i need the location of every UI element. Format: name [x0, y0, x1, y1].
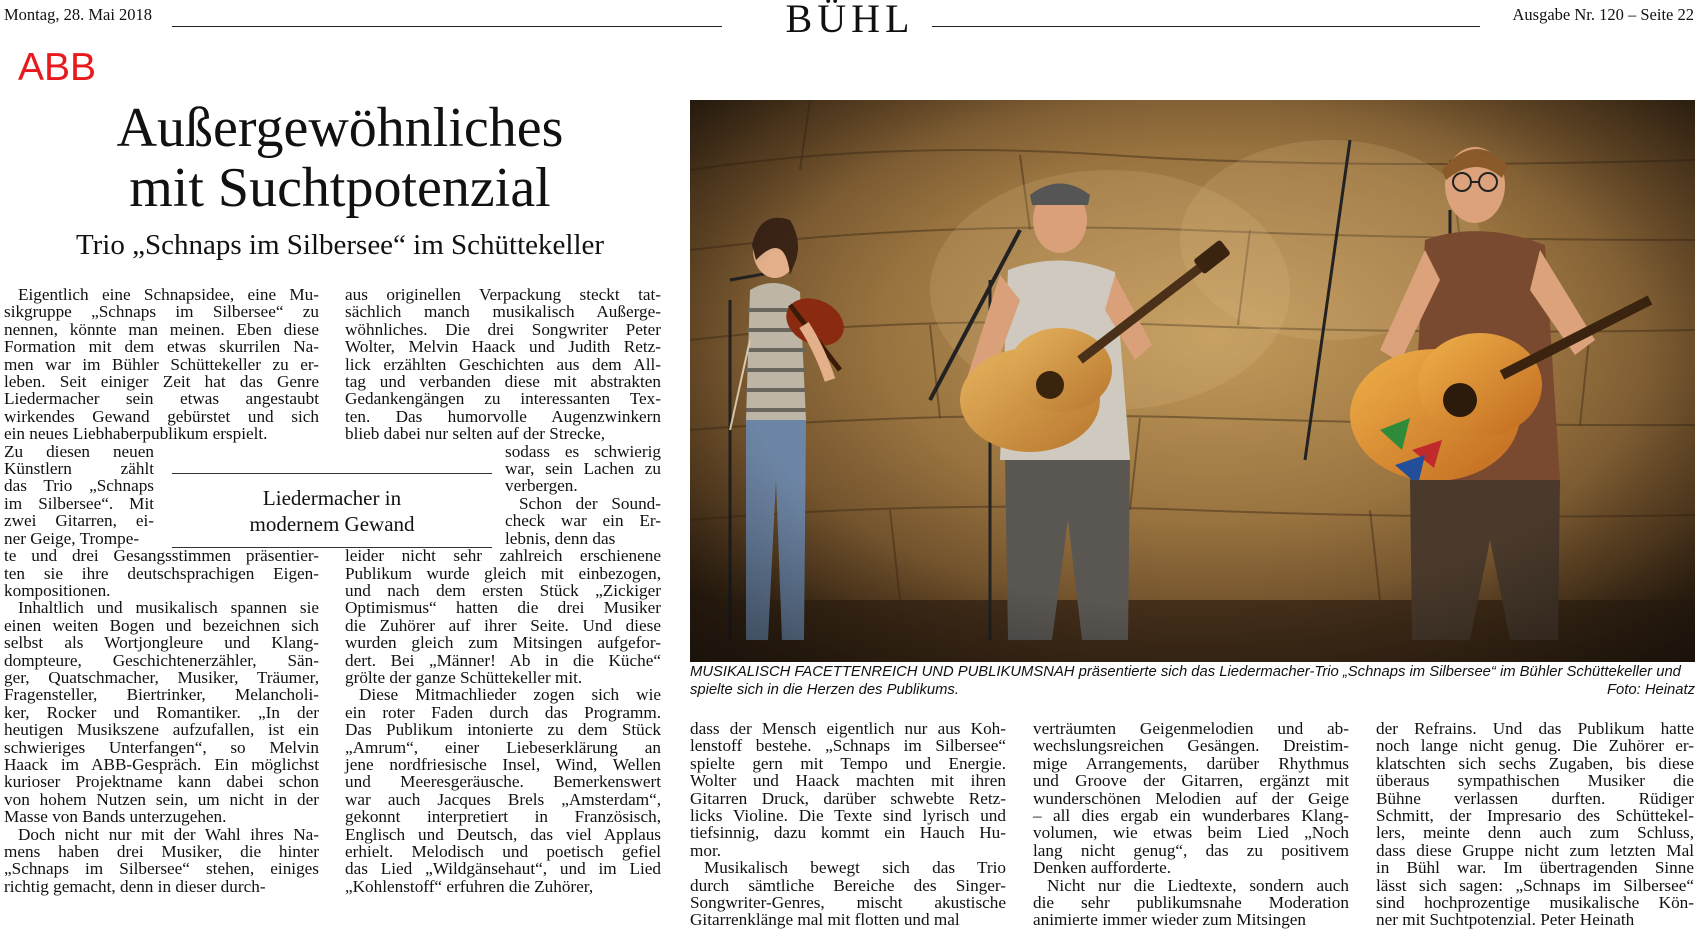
article-line: durch sämtliche Bereiche des Singer- [690, 875, 1006, 895]
caption-text: präsentierte sich das Liedermacher-Trio „Schnaps im Silbersee“ im Bühler Schüttekeller und spielte sich in die Herzen des Publikums. [690, 664, 1681, 698]
article-line: wirkendes Gewand gebürstet und sich [4, 406, 319, 426]
article-line: lässt sich sagen: „Schnaps im Silbersee“ [1376, 875, 1694, 895]
concert-photo [690, 100, 1695, 662]
article-line: tiefsinnig, dazu kommt ein Hauch Hu- [690, 823, 1006, 843]
article-line: erhielt. Melodisch und poetisch gefiel [345, 842, 661, 861]
article-line: ten. Das humorvolle Augenzwinkern [345, 406, 661, 426]
article-line: das Lied „Wildgänsehaut“, und im Lied [345, 859, 661, 879]
article-line: richtig gemacht, denn in dieser durch- [4, 876, 266, 896]
article-line: verträumten Geigenmelodien und ab- [1033, 719, 1349, 738]
article-line: heutigen Musikszene aufzufallen, ist ein [4, 720, 319, 740]
article-line: kompositionen. [4, 580, 111, 600]
article-line: lers, meinte denn auch zum Schluss, [1376, 823, 1694, 843]
article-line: Bühne verlassen durften. Rüdiger [1376, 788, 1694, 808]
article-line: von hohem Nutzen sein, um nicht in der [4, 789, 319, 809]
section-title: BÜHL [785, 0, 915, 41]
article-paragraph [345, 286, 661, 443]
article-line: „Amrum“, einer Liebeserklärung an [345, 737, 661, 757]
article-line: men war im Bühler Schüttekeller zu er- [4, 354, 319, 374]
article-line: ker, Rocker und Romantiker. „In der [4, 702, 319, 722]
headline [20, 98, 660, 218]
article-line: check war ein Er- [505, 511, 661, 531]
article-line: zwei Gitarren, ei- [4, 511, 154, 531]
article-line: leben. Seit einiger Zeit hat das Genre [4, 372, 319, 392]
article-line: Liedermacher sein etwas angestaubt [4, 389, 319, 409]
article-line: jene nordfriesische Insel, Wind, Wellen [345, 754, 661, 774]
edition-date: Montag, 28. Mai 2018 [4, 5, 153, 24]
subheadline: Trio „Schnaps im Silbersee“ im Schüttekeller [75, 229, 605, 261]
article-line: und Meeresgeräusche. Bemerkenswert [345, 772, 661, 792]
article-line: mens haben drei Musiker, die hinter [4, 842, 319, 861]
article-line: ein roter Faden durch das Programm. [345, 702, 661, 722]
article-column-2 [345, 286, 661, 895]
article-line: das Trio „Schnaps [4, 476, 154, 496]
article-line: Haack im ABB-Gespräch. Ein möglichst [4, 754, 319, 774]
article-line: Inhaltlich und musikalisch spannen sie [18, 598, 319, 618]
photo-credit: Foto: Heinatz [1606, 682, 1695, 698]
article-paragraph [1033, 720, 1349, 877]
article-line: kurioser Projektname kann dabei schon [4, 772, 319, 792]
article-line: Doch nicht nur mit der Wahl ihres Na- [18, 824, 319, 844]
headline-line: Außergewöhnliches [116, 97, 564, 159]
article-line: Schon der Sound- [519, 493, 661, 513]
article-line: wurden gleich zum Mitsingen aufgefor- [345, 633, 661, 653]
article-line: war auch Jacques Brels „Amsterdam“, [345, 789, 661, 809]
article-line: sikgruppe „Schnaps im Silbersee“ zu [4, 302, 319, 322]
article-line: selbst als Wortjongleure und Klang- [4, 633, 319, 653]
article-paragraph [4, 599, 319, 825]
article-paragraph [1033, 877, 1349, 929]
article-line: spielte gern mit Tempo und Energie. [690, 753, 1006, 773]
article-line: nennen, könnte man meinen. Eben diese [4, 319, 319, 339]
article-paragraph [4, 286, 319, 443]
pull-quote-text [172, 474, 492, 537]
masthead-rule-right [932, 26, 1480, 27]
article-line: gekonnt interpretiert in Französisch, [345, 807, 661, 827]
caption-lead: MUSIKALISCH FACETTENREICH UND PUBLIKUMSNAH [690, 664, 1075, 680]
pull-quote-line: Liedermacher in [262, 486, 402, 510]
headline-line: mit Suchtpotenzial [129, 157, 551, 219]
article-line: Wolter, Melvin Haack und Judith Retz- [345, 337, 661, 357]
article-line: im Silbersee“. Mit [4, 493, 154, 513]
article-paragraph [505, 443, 661, 495]
article-line: sächlich manch musikalisch Außerge- [345, 302, 661, 322]
article-line: wunderschönen Melodien auf der Geige [1033, 788, 1349, 808]
pull-quote-line: modernem Gewand [249, 512, 415, 536]
article-line: ner Geige, Trompe- [4, 528, 140, 548]
article-paragraph [4, 826, 319, 896]
article-line: lenstoff bestehe. „Schnaps im Silbersee“ [690, 736, 1006, 756]
article-paragraph [4, 443, 154, 547]
article-line: Gitarrenklänge mal mit flotten und mal [690, 910, 960, 930]
article-line: Eigentlich eine Schnapsidee, eine Mu- [18, 285, 319, 304]
article-line: Wolter und Haack machten mit ihren [690, 771, 1006, 791]
article-line: Gitarren Druck, darüber schwebte Retz- [690, 788, 1006, 808]
article-line: te und drei Gesangsstimmen präsentier- [4, 546, 319, 566]
concert-photo-illustration [690, 100, 1695, 662]
article-line: schwieriges Unterfangen“, so Melvin [4, 737, 319, 757]
article-line: mige Arrangements, darüber Rhythmus [1033, 753, 1349, 773]
article-line: und Groove der Gitarren, ergänzt mit [1033, 771, 1349, 791]
article-line: – all dies ergab ein wunderbares Klang- [1033, 806, 1349, 826]
article-line: Masse von Bands unterzugehen. [4, 807, 227, 827]
article-line: ein neues Liebhaberpublikum erspielt. [4, 424, 268, 444]
article-line: lebnis, denn das [505, 528, 616, 548]
article-line: Künstlern zählt [4, 459, 154, 479]
article-line: sind hochprozentige musikalische Kön- [1376, 893, 1694, 913]
article-paragraph [4, 547, 319, 599]
article-line: tag und verbanden diese mit abstrakten [345, 372, 661, 392]
article-column-4 [1033, 720, 1349, 929]
source-tag: ABB [18, 46, 97, 89]
article-paragraph [345, 686, 661, 895]
article-line: volumen, wie etwas beim Lied „Noch [1033, 823, 1349, 843]
article-line: die Zuhörer auf ihrer Seite. Und diese [345, 615, 661, 635]
article-line: wöhnliches. Die drei Songwriter Peter [345, 319, 661, 339]
article-line: dass diese Gruppe nicht zum letzten Mal [1376, 840, 1694, 860]
article-line: mor. [690, 840, 722, 860]
article-paragraph [1376, 720, 1694, 929]
article-line: noch lange nicht genug. Die Zuhörer er- [1376, 736, 1694, 756]
article-line: „Schnaps im Silbersee“ stehen, einiges [4, 859, 319, 879]
article-line: Das Publikum intonierte zu dem Stück [345, 720, 661, 740]
article-column-5 [1376, 720, 1694, 929]
article-line: aus originellen Verpackung steckt tat- [345, 285, 661, 304]
article-line: Publikum wurde gleich mit einbezogen, [345, 563, 661, 583]
article-line: Diese Mitmachlieder zogen sich wie [359, 685, 661, 705]
article-line: leider nicht sehr zahlreich erschienene [345, 546, 661, 566]
article-line: Englisch und Deutsch, das viel Applaus [345, 824, 661, 844]
article-paragraph [345, 547, 661, 686]
issue-page-number: Ausgabe Nr. 120 – Seite 22 [1512, 5, 1694, 24]
article-paragraph [505, 495, 661, 547]
article-line: lick erzählten Geschichten aus dem All- [345, 354, 661, 374]
article-line: war, sein Lachen zu [505, 459, 661, 479]
article-line: sodass es schwierig [505, 441, 661, 461]
article-line: klatschten sich sechs Zugaben, bis diese [1376, 753, 1694, 773]
article-line: „Kohlenstoff“ erfuhren die Zuhörer, [345, 876, 594, 896]
pull-quote [172, 473, 492, 548]
article-line: dompteure, Geschichtenerzähler, Sän- [4, 650, 319, 670]
article-line: dass der Mensch eigentlich nur aus Koh- [690, 719, 1006, 738]
article-line: licks Violine. Die Texte sind lyrisch und [690, 806, 1006, 826]
article-paragraph [690, 720, 1006, 859]
article-line: Nicht nur die Liedtexte, sondern auch [1047, 875, 1349, 895]
article-line: dert. Bei „Männer! Ab in die Küche“ [345, 650, 661, 670]
article-line: ten sie ihre deutschsprachigen Eigen- [4, 563, 319, 583]
article-line: wechslungsreichen Gesängen. Dreistim- [1033, 736, 1349, 756]
article-line: einen weiten Bogen und bezeichnen sich [4, 615, 319, 635]
article-line: grölte der ganze Schüttekeller mit. [345, 667, 583, 687]
article-line: Songwriter-Genres, mischt akustische [690, 893, 1006, 913]
photo-caption [690, 663, 1695, 699]
article-line: Formation mit dem etwas skurrilen Na- [4, 337, 319, 357]
article-line: Schmitt, der Impresario des Schüttekel- [1376, 806, 1694, 826]
article-line: Denken aufforderte. [1033, 858, 1172, 878]
article-line: ner mit Suchtpotenzial. Peter Heinath [1376, 910, 1635, 930]
article-column-3 [690, 720, 1006, 929]
article-line: Musikalisch bewegt sich das Trio [704, 858, 1006, 878]
article-line: Gedankengängen zu interessanten Tex- [345, 389, 661, 409]
article-column-1 [4, 286, 319, 895]
article-line: animierte immer wieder zum Mitsingen [1033, 910, 1307, 930]
article-line: ger, Quatschmacher, Musiker, Träumer, [4, 667, 319, 687]
article-line: der Refrains. Und das Publikum hatte [1376, 719, 1694, 738]
article-line: verbergen. [505, 476, 578, 496]
article-line: und nach dem ersten Stück „Zickiger [345, 580, 661, 600]
article-line: die sehr publikumsnahe Moderation [1033, 893, 1349, 913]
article-line: Optimismus“ hatten die drei Musiker [345, 598, 661, 618]
article-line: blieb dabei nur selten auf der Strecke, [345, 424, 606, 444]
article-line: lang nicht genug“, das zu positivem [1033, 840, 1349, 860]
article-line: in Bühl war. Im übertragenden Sinne [1376, 858, 1694, 878]
article-line: überaus sympathischen Musiker die [1376, 771, 1694, 791]
article-line: Zu diesen neuen [4, 441, 154, 461]
article-paragraph [690, 859, 1006, 929]
article-line: Fragensteller, Biertrinker, Melancholi- [4, 685, 319, 705]
